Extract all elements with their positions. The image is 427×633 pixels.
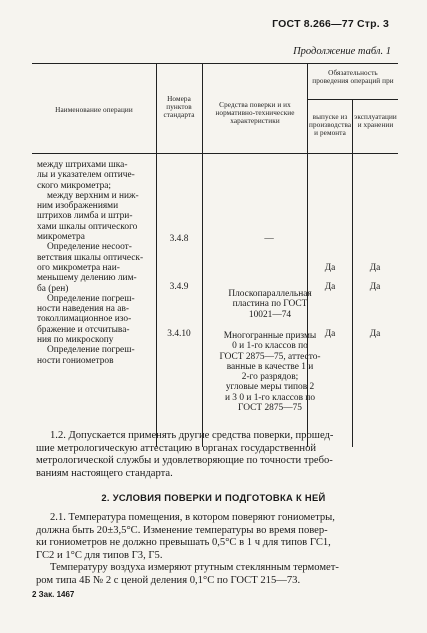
op-line: микрометра bbox=[37, 232, 85, 243]
header-item-numbers: Номера пунктов стандарта bbox=[163, 95, 195, 120]
op-line: штрихов лимба и штри- bbox=[37, 211, 133, 222]
row-number-3-4-10: 3.4.10 bbox=[167, 329, 191, 339]
means-line: ГОСТ 2875—75 bbox=[238, 403, 302, 414]
means-line: Многогранные призмы bbox=[223, 331, 317, 341]
means-line: ГОСТ 2875—75, аттесто- bbox=[219, 351, 321, 362]
para-line: 1.2. Допускается применять другие средства поверки, прошед- bbox=[50, 430, 334, 441]
paragraph-1-2 bbox=[36, 430, 400, 480]
table-top-rule bbox=[32, 63, 398, 64]
footer-order-number: 2 Зак. 1467 bbox=[32, 590, 75, 599]
op-line: меньшему делению лим- bbox=[37, 273, 137, 284]
op-line: ба (рен) bbox=[37, 283, 69, 294]
row-number-3-4-8: 3.4.8 bbox=[169, 234, 189, 244]
op-line: Определение погреш- bbox=[47, 345, 135, 356]
means-line: Плоскопараллельная bbox=[228, 289, 312, 299]
release-value: Да bbox=[324, 282, 336, 292]
para-line: метрологической службы и удовлетворяющие по точности требо- bbox=[36, 455, 333, 467]
means-line: 0 и 1-го классов по bbox=[232, 341, 308, 352]
operations-table bbox=[32, 63, 398, 447]
paragraph-air-temperature bbox=[36, 562, 400, 587]
col-rule-1 bbox=[156, 63, 157, 447]
para-line: ки гониометров не должно превышать 0,5°С в 1 ч для типов ГС1, bbox=[36, 537, 331, 549]
op-line: ого микрометра наи- bbox=[37, 262, 120, 273]
op-line: Определение несоот- bbox=[47, 242, 132, 253]
header-mandatory: Обязательность проведения операций при bbox=[312, 69, 394, 86]
op-line: ности гониометров bbox=[37, 355, 114, 366]
table-caption: Продолжение табл. 1 bbox=[293, 46, 391, 57]
op-line: ним изображениями bbox=[37, 201, 119, 212]
means-line: пластина по ГОСТ bbox=[232, 299, 308, 310]
op-line: лы и указателем оптиче- bbox=[37, 170, 135, 181]
op-line: Определение погреш- bbox=[47, 293, 135, 304]
release-value: Да bbox=[324, 263, 336, 273]
header-operation: Наименование операции bbox=[55, 106, 133, 114]
means-line: угловые меры типов 2 bbox=[225, 382, 315, 393]
page-header bbox=[0, 18, 427, 34]
storage-value: Да bbox=[369, 282, 381, 292]
col-rule-4 bbox=[352, 99, 353, 447]
header-operation-storage: эксплуатации и хранении bbox=[354, 113, 397, 130]
storage-value: Да bbox=[369, 329, 381, 339]
table-header-bottom-rule bbox=[32, 153, 398, 154]
paragraph-2-1 bbox=[36, 512, 400, 562]
op-line: между верхним и ниж- bbox=[47, 190, 139, 201]
means-polygon-prisms bbox=[206, 331, 334, 413]
operation-text bbox=[37, 160, 155, 366]
header-means: Средства поверки и их нормативно-технические характеристики bbox=[215, 101, 295, 126]
op-line: ности наведения на ав- bbox=[37, 304, 129, 315]
means-plane-parallel-plate bbox=[206, 289, 334, 320]
row-number-3-4-9: 3.4.9 bbox=[169, 282, 189, 292]
header-release: выпуске из производства и ремонта bbox=[309, 113, 352, 138]
op-line: ветствия шкалы оптическ- bbox=[37, 252, 144, 263]
storage-value: Да bbox=[369, 263, 381, 273]
para-line: должна быть 20±3,5°С. Изменение температуры во время повер- bbox=[36, 524, 328, 536]
means-line: 2-го разрядов; bbox=[241, 372, 299, 383]
release-value: Да bbox=[324, 329, 336, 339]
op-line: бражение и отсчитыва- bbox=[37, 324, 130, 335]
means-none: — bbox=[264, 234, 274, 244]
means-line: ванные в качестве 1 и bbox=[226, 361, 314, 372]
op-line: ского микрометра; bbox=[37, 180, 112, 191]
op-line: токоллимационное изо- bbox=[37, 314, 132, 325]
means-line: и 3 0 и 1-го классов по bbox=[224, 392, 316, 403]
means-line: 10021—74 bbox=[248, 309, 292, 320]
para-line: 2.1. Температура помещения, в котором поверяют гониометры, bbox=[50, 512, 335, 523]
op-line: хами шкалы оптического bbox=[37, 221, 138, 232]
col-rule-2 bbox=[202, 63, 203, 447]
section-2-title: 2. УСЛОВИЯ ПОВЕРКИ И ПОДГОТОВКА К НЕЙ bbox=[101, 492, 326, 503]
gost-reference: ГОСТ 8.266—77 Стр. 3 bbox=[272, 18, 389, 30]
para-line: ром типа 4Б № 2 с ценой деления 0,1°С по ГОСТ 215—73. bbox=[36, 574, 301, 586]
op-line: ния по микроскопу bbox=[37, 335, 114, 346]
op-line: между штрихами шка- bbox=[37, 160, 128, 170]
para-line: Температуру воздуха измеряют ртутным стеклянным термомет- bbox=[50, 562, 339, 573]
para-line: ваниям настоящего стандарта. bbox=[36, 467, 173, 479]
para-line: шие метрологическую аттестацию в органах государственной bbox=[36, 442, 317, 454]
para-line: ГС2 и 1°С для типов Г3, Г5. bbox=[36, 549, 163, 561]
